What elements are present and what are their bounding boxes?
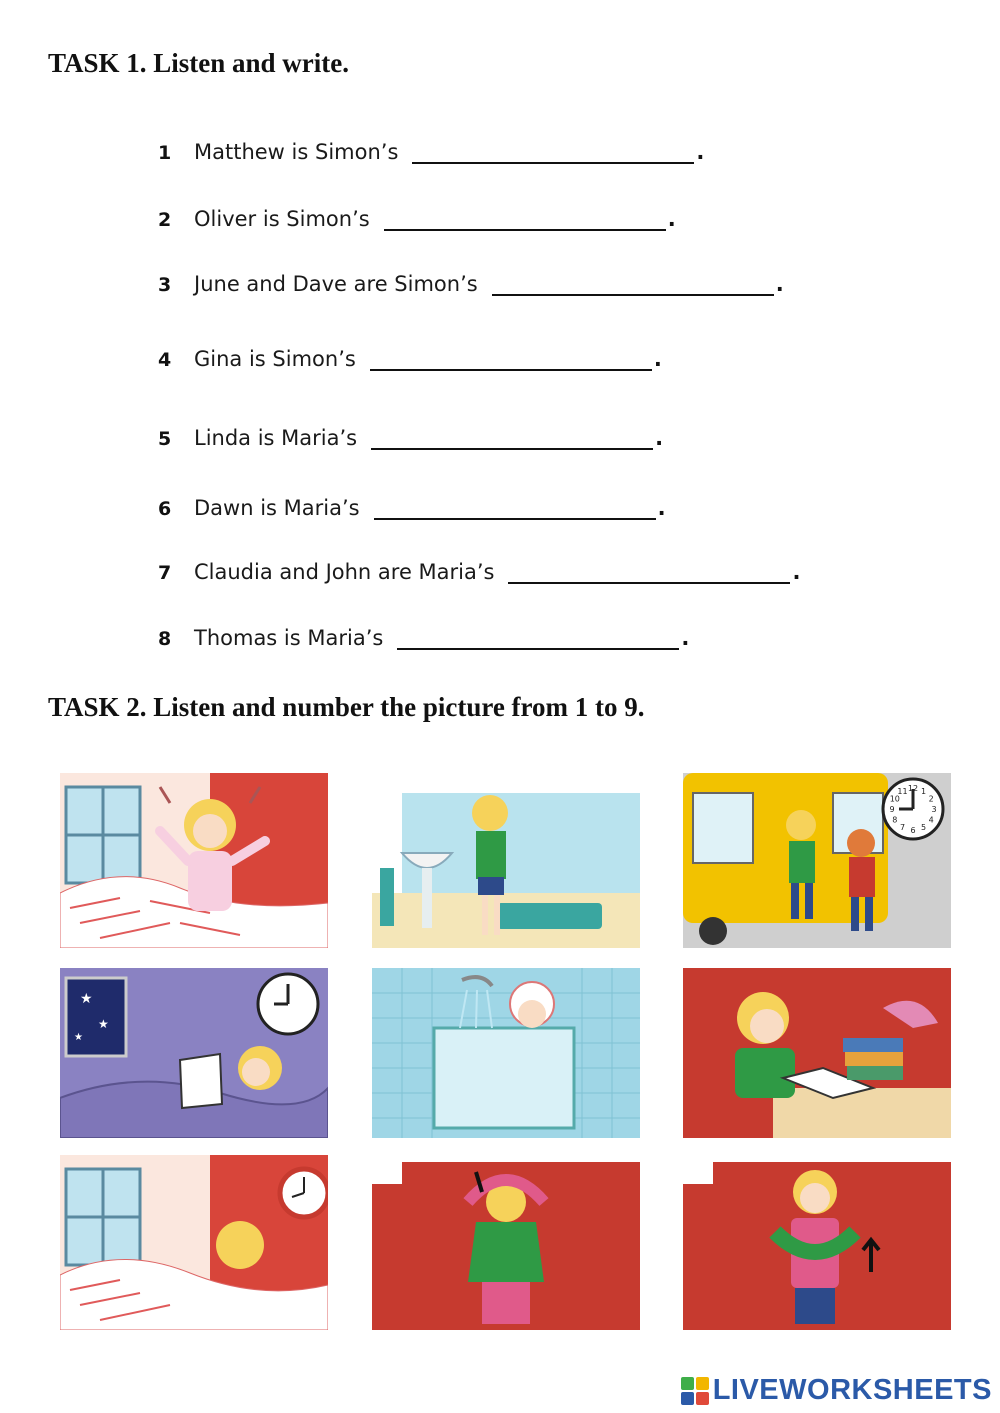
question-number: 5 bbox=[158, 428, 172, 450]
clock-numeral: 9 bbox=[889, 805, 895, 814]
girl-taking-off-sweater-picture bbox=[372, 1162, 640, 1330]
picture-alarm-clock[interactable] bbox=[60, 1155, 328, 1330]
clock-numeral: 12 bbox=[907, 784, 919, 793]
question-text: Oliver is Simon’s bbox=[194, 207, 370, 231]
question-period: . bbox=[696, 140, 705, 164]
question-period: . bbox=[655, 426, 664, 450]
answer-blank-8[interactable] bbox=[397, 624, 679, 650]
clock-numeral: 2 bbox=[928, 794, 934, 804]
picture-school-bus[interactable] bbox=[683, 773, 951, 948]
question-text: Linda is Maria’s bbox=[194, 426, 358, 450]
question-text: Dawn is Maria’s bbox=[194, 496, 360, 520]
question-text: Matthew is Simon’s bbox=[194, 140, 399, 164]
picture-putting-on-sweater[interactable] bbox=[683, 1162, 951, 1330]
question-text: Claudia and John are Maria’s bbox=[194, 560, 495, 584]
logo-text: LIVEWORKSHEETS bbox=[712, 1374, 992, 1406]
question-number: 1 bbox=[158, 142, 172, 164]
question-period: . bbox=[775, 272, 784, 296]
question-number: 8 bbox=[158, 628, 172, 650]
task2-title: TASK 2. Listen and number the picture from 1 to 9. bbox=[48, 692, 645, 722]
question-7 bbox=[158, 550, 800, 584]
girl-washing-hands-at-sink-picture bbox=[372, 773, 640, 948]
svg-text:★: ★ bbox=[98, 1017, 109, 1031]
girl-doing-homework-at-desk-picture bbox=[683, 968, 951, 1138]
clock-numeral: 6 bbox=[910, 826, 916, 835]
question-number: 6 bbox=[158, 498, 172, 520]
answer-blank-6[interactable] bbox=[374, 494, 656, 520]
svg-text:★: ★ bbox=[74, 1032, 83, 1043]
question-text: June and Dave are Simon’s bbox=[194, 272, 478, 296]
girl-waking-up-stretching-picture bbox=[60, 773, 328, 948]
clock-numeral: 11 bbox=[897, 786, 908, 796]
question-period: . bbox=[667, 207, 676, 231]
answer-blank-2[interactable] bbox=[384, 205, 666, 231]
girl-reading-in-bed-at-night-picture bbox=[60, 968, 328, 1138]
picture-waking-up[interactable] bbox=[60, 773, 328, 948]
question-number: 2 bbox=[158, 209, 172, 231]
question-number: 4 bbox=[158, 349, 172, 371]
clock-numeral: 10 bbox=[889, 794, 900, 804]
picture-homework[interactable] bbox=[683, 968, 951, 1138]
question-2 bbox=[158, 197, 676, 231]
question-8 bbox=[158, 616, 689, 650]
clock-numeral: 1 bbox=[920, 786, 927, 796]
svg-text:★: ★ bbox=[80, 991, 93, 1007]
clock-numeral: 4 bbox=[928, 815, 934, 825]
answer-blank-3[interactable] bbox=[492, 270, 774, 296]
girl-putting-on-sweater-picture bbox=[683, 1162, 951, 1330]
question-period: . bbox=[792, 560, 801, 584]
question-text: Gina is Simon’s bbox=[194, 347, 356, 371]
question-4 bbox=[158, 337, 662, 371]
question-6 bbox=[158, 486, 666, 520]
girl-taking-shower-picture bbox=[372, 968, 640, 1138]
answer-blank-4[interactable] bbox=[370, 345, 652, 371]
clock-numeral: 7 bbox=[899, 823, 906, 833]
picture-taking-off-sweater[interactable] bbox=[372, 1162, 640, 1330]
children-getting-on-school-bus-picture bbox=[683, 773, 951, 948]
answer-blank-5[interactable] bbox=[371, 424, 653, 450]
picture-reading-night[interactable] bbox=[60, 968, 328, 1138]
question-period: . bbox=[657, 496, 666, 520]
answer-blank-1[interactable] bbox=[412, 138, 694, 164]
liveworksheets-logo-icon bbox=[681, 1377, 709, 1405]
picture-shower[interactable] bbox=[372, 968, 640, 1138]
clock-numeral: 5 bbox=[920, 823, 927, 833]
question-5 bbox=[158, 416, 663, 450]
question-period: . bbox=[653, 347, 662, 371]
girl-sleeping-alarm-clock-picture bbox=[60, 1155, 328, 1330]
question-period: . bbox=[681, 626, 690, 650]
liveworksheets-logo bbox=[681, 1374, 992, 1407]
question-text: Thomas is Maria’s bbox=[194, 626, 384, 650]
clock-numeral: 8 bbox=[892, 815, 898, 825]
task1-title: TASK 1. Listen and write. bbox=[48, 48, 350, 78]
question-number: 7 bbox=[158, 562, 172, 584]
question-3 bbox=[158, 262, 784, 296]
answer-blank-7[interactable] bbox=[508, 558, 790, 584]
picture-washing-hands[interactable] bbox=[372, 773, 640, 948]
question-1 bbox=[158, 130, 704, 164]
question-number: 3 bbox=[158, 274, 172, 296]
clock-numeral: 3 bbox=[931, 805, 937, 814]
